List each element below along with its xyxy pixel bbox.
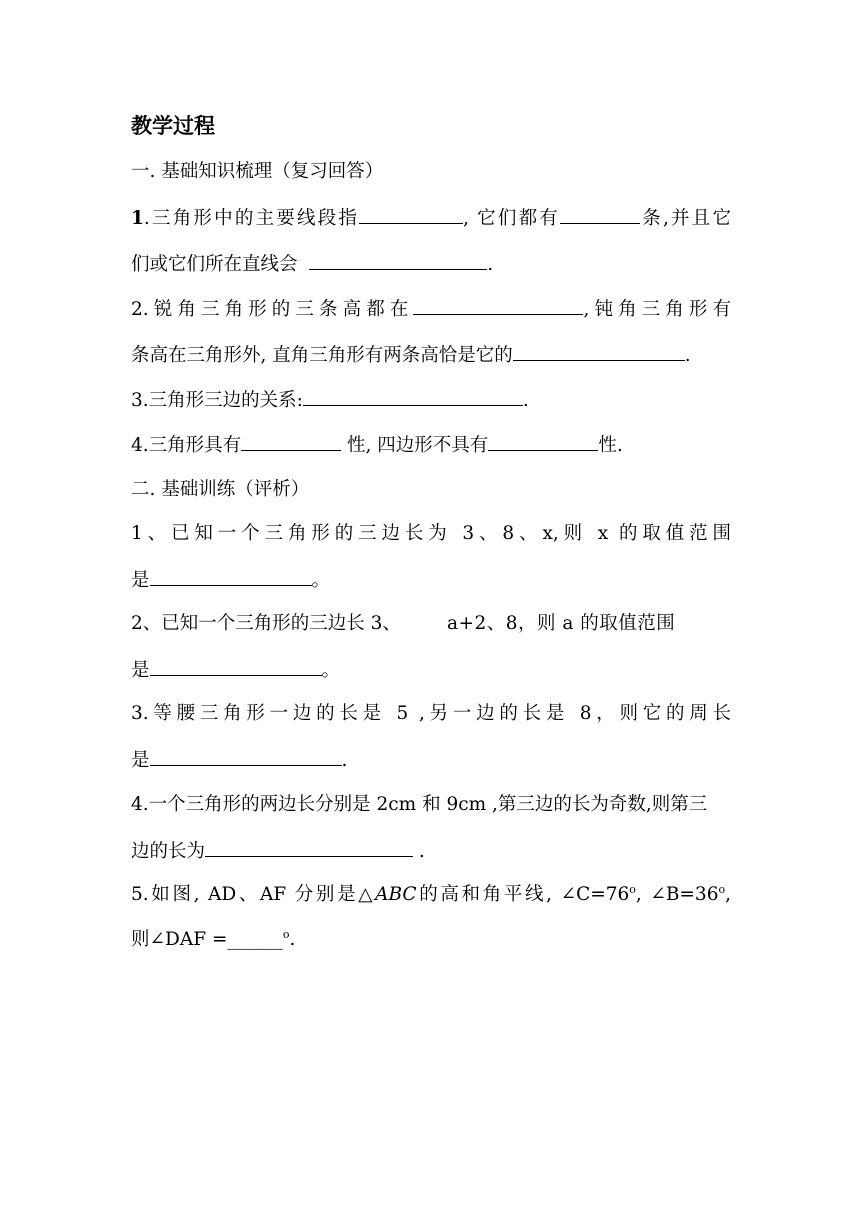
s2-q3-line2 [131,745,731,775]
degree-mark: o [629,883,636,896]
answer-blank[interactable] [513,340,685,361]
s2-q2-text-a: 2、已知一个三角形的三边长 3、 [131,613,401,634]
s1-q2-line2 [131,340,731,370]
s1-q4-line [131,430,731,460]
s2-q5-text-b: 的高和角平线, ∠C=76 [416,884,630,905]
answer-blank[interactable] [560,203,640,224]
section1-heading: 一. 基础知识梳理（复习回答） [131,161,384,182]
answer-blank[interactable] [241,430,341,451]
answer-blank[interactable] [309,249,487,270]
s1-q2-text-b: ,钝角三角形有 [583,299,732,320]
answer-blank[interactable] [488,430,598,451]
s1-q1-text-b: , 它们都有 [463,208,561,229]
s2-q4-text-c: . [413,841,425,862]
answer-blank[interactable] [150,565,312,586]
s2-q5-text-d: , [725,884,731,905]
s2-q5-text-e: 则∠DAF =______ [131,929,283,950]
s2-q5-text-f: . [289,929,296,950]
s2-q4-line2 [131,836,731,866]
answer-blank[interactable] [413,294,583,315]
answer-blank[interactable] [150,655,322,676]
s2-q1-text-c: 。 [311,570,331,591]
s1-q3-line [131,385,731,415]
s1-q2-text-a: 2.锐角三角形的三条高都在 [131,299,414,320]
s1-q2-text-d: . [684,345,691,366]
s1-q1-line2 [131,249,731,279]
s2-q5-text-a: 5.如图, AD、AF 分别是△ [131,884,376,905]
s2-q1-line2 [131,565,731,595]
s2-q5-text-c: , ∠B=36 [635,884,719,905]
s1-q4-text-c: 性. [598,435,623,456]
degree-mark: o [718,883,726,896]
s2-q2-text-c: 是 [131,660,150,681]
s2-q2-line1 [131,610,731,638]
s1-q1-line1 [131,203,731,233]
s1-q2-line1 [131,294,731,324]
s1-q3-text-b: . [522,390,529,411]
s1-q4-text-b: 性, 四边形不具有 [341,435,489,456]
s2-q2-text-d: 。 [321,660,341,681]
answer-blank[interactable] [150,745,342,766]
s2-q3-line1: 3.等腰三角形一边的长是 5 ,另一边的长是 8，则它的周长 [131,703,731,724]
s1-q1-text-d: 们或它们所在直线会 [131,254,298,275]
s1-q1-text-c: 条,并且它 [640,208,731,229]
page-title: 教学过程 [131,114,215,138]
s1-q4-text-a: 4.三角形具有 [131,435,242,456]
answer-blank[interactable] [205,836,413,857]
s2-q1-text-b: 是 [131,570,150,591]
s2-q1-line1: 1、已知一个三角形的三边长为 3、8、x,则 x 的取值范围 [131,523,731,544]
s2-q2-line2 [131,655,731,685]
s1-q3-text-a: 3.三角形三边的关系: [131,390,303,411]
s2-q2-text-b: a+2、8，则 a 的取值范围 [446,613,676,634]
answer-blank[interactable] [303,385,523,406]
s2-q3-text-b: 是 [131,750,150,771]
degree-mark: o [282,928,290,941]
s1-q1-number: 1 [131,208,144,229]
s2-q5-line1 [131,881,731,909]
s2-q5-line2 [131,926,731,954]
s1-q1-text-e: . [487,254,494,275]
answer-blank[interactable] [359,203,463,224]
s2-q4-line1: 4.一个三角形的两边长分别是 2cm 和 9cm ,第三边的长为奇数,则第三 [131,794,708,815]
s2-q4-text-b: 边的长为 [131,841,206,862]
s2-q3-text-c: . [341,750,348,771]
triangle-label: ABC [375,884,417,905]
s1-q1-text-a: .三角形中的主要线段指 [143,208,360,229]
s1-q2-text-c: 条高在三角形外, 直角三角形有两条高恰是它的 [131,345,513,366]
section2-heading: 二. 基础训练（评析） [131,479,310,500]
